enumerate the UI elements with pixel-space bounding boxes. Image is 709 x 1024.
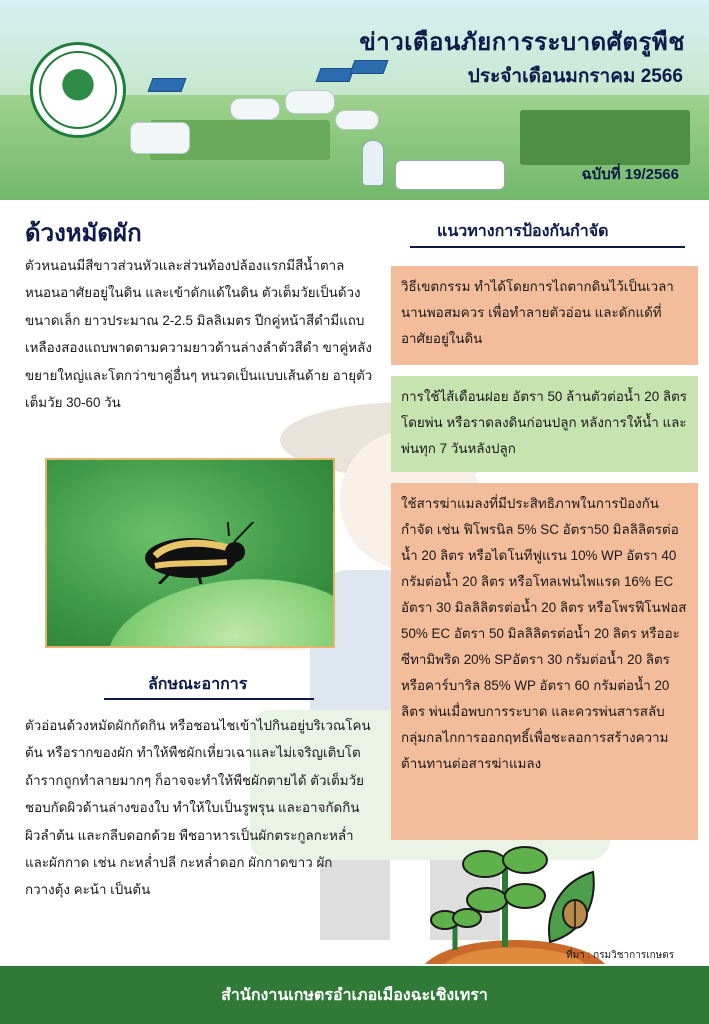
banner-tank xyxy=(230,98,280,120)
symptoms-text: ตัวอ่อนด้วงหมัดผักกัดกิน หรือชอนไชเข้าไปกินอยู่บริเวณโคนต้น หรือรากของผัก ทำให้พืชผักเหี่ยวเฉาและไม่เจริญเติบโต ถ้ารากถูกทำลายมากๆ ก็อาจจะทำให้พืชผักตายได้ ตัวเต็มวัยชอบกัดผิวด้านล่างของใบ ทำให้ใบเป็นรูพรุน และอาจกัดกินผิวลำต้น และกลีบดอกด้วย พืชอาหารเป็นผักตระกูลกะหล่ำและผักกาด เช่น กะหล่ำปลี กะหล่ำดอก ผักกาดขาว ผักกวางตุ้ง คะน้า เป็นต้น xyxy=(25,718,371,898)
banner-solar-panel xyxy=(349,60,388,74)
control-heading: แนวทางการป้องกันกำจัด xyxy=(437,223,609,240)
flea-beetle-photo xyxy=(45,458,335,648)
source-credit: ที่มา : กรมวิชาการเกษตร xyxy=(566,950,675,961)
banner-solar-panel xyxy=(315,68,354,82)
pest-description: ตัวหนอนมีสีขาวส่วนหัวและส่วนท้องปล้องแรกมีสีน้ำตาล หนอนอาศัยอยู่ในดิน และเข้าดักแด้ในดิน ตัวเต็มวัยเป็นด้วงขนาดเล็ก ยาวประมาณ 2-2.5 มิลลิเมตร ปีกคู่หน้าสีดำมีแถบเหลืองสองแถบพาดตามความยาวด้านล่างลำตัวสีดำ ขาคู่หลังขยายใหญ่และโตกว่าขาคู่อื่นๆ หนวดเป็นแบบเส้นด้าย อายุตัวเต็มวัย 30-60 วัน xyxy=(25,258,373,411)
banner-solar-panel xyxy=(147,78,186,92)
banner-tank xyxy=(335,110,379,130)
page-title: ข่าวเตือนภัยการระบาดศัตรูพืช xyxy=(359,29,685,56)
footer-bar xyxy=(0,966,709,1024)
page-subtitle: ประจำเดือนมกราคม 2566 xyxy=(467,66,683,87)
banner-field xyxy=(520,110,690,165)
footer-office-name: สำนักงานเกษตรอำเภอเมืองฉะเชิงเทรา xyxy=(221,986,488,1004)
control-method-cultural: วิธีเขตกรรม ทำได้โดยการไถตากดินไว้เป็นเวลานานพอสมควร เพื่อทำลายตัวอ่อน และดักแด้ที่อาศัยอยู่ในดิน xyxy=(391,266,698,365)
pest-name-heading: ด้วงหมัดผัก xyxy=(25,220,142,247)
control-method-nematode: การใช้ไส้เดือนฝอย อัตรา 50 ล้านตัวต่อน้ำ 20 ลิตร โดยพ่น หรือราดลงดินก่อนปลูก หลังการให้น้ำ และพ่นทุก 7 วันหลังปลูก xyxy=(391,376,698,472)
banner-tank xyxy=(285,90,335,114)
seedling-with-beetle-icon xyxy=(425,842,605,964)
flea-beetle-icon xyxy=(139,522,259,584)
control-underline xyxy=(410,246,685,248)
control-method-chemical: ใช้สารฆ่าแมลงที่มีประสิทธิภาพในการป้องกันกำจัด เช่น ฟิโพรนิล 5% SC อัตรา50 มิลลิลิตรต่อน้ำ 20 ลิตร หรือไดโนทีฟูแรน 10% WP อัตรา 40 กรัมต่อน้ำ 20 ลิตร หรือโทลเฟนไพแรด 16% EC อัตรา 30 มิลลิลิตรต่อน้ำ 20 ลิตร หรือโพรฟีโนฟอส 50% EC อัตรา 50 มิลลิลิตรต่อน้ำ 20 ลิตร หรืออะซีทามิพริด 20% SPอัตรา 30 กรัมต่อน้ำ 20 ลิตร หรือคาร์บาริล 85% WP อัตรา 60 กรัมต่อน้ำ 20 ลิตร พ่นเมื่อพบการระบาด และควรพ่นสารสลับกลุ่มกลไกการออกฤทธิ์เพื่อชะลอการสร้างความต้านทานต่อสารฆ่าแมลง xyxy=(391,483,698,840)
symptoms-underline xyxy=(104,698,314,700)
issue-number: ฉบับที่ 19/2566 xyxy=(581,166,679,183)
symptoms-heading: ลักษณะอาการ xyxy=(148,676,248,693)
banner-truck xyxy=(395,160,505,190)
banner-tractor xyxy=(130,122,190,154)
banner-farmer xyxy=(362,140,384,186)
department-logo-icon xyxy=(30,42,126,138)
header-banner xyxy=(0,0,709,200)
